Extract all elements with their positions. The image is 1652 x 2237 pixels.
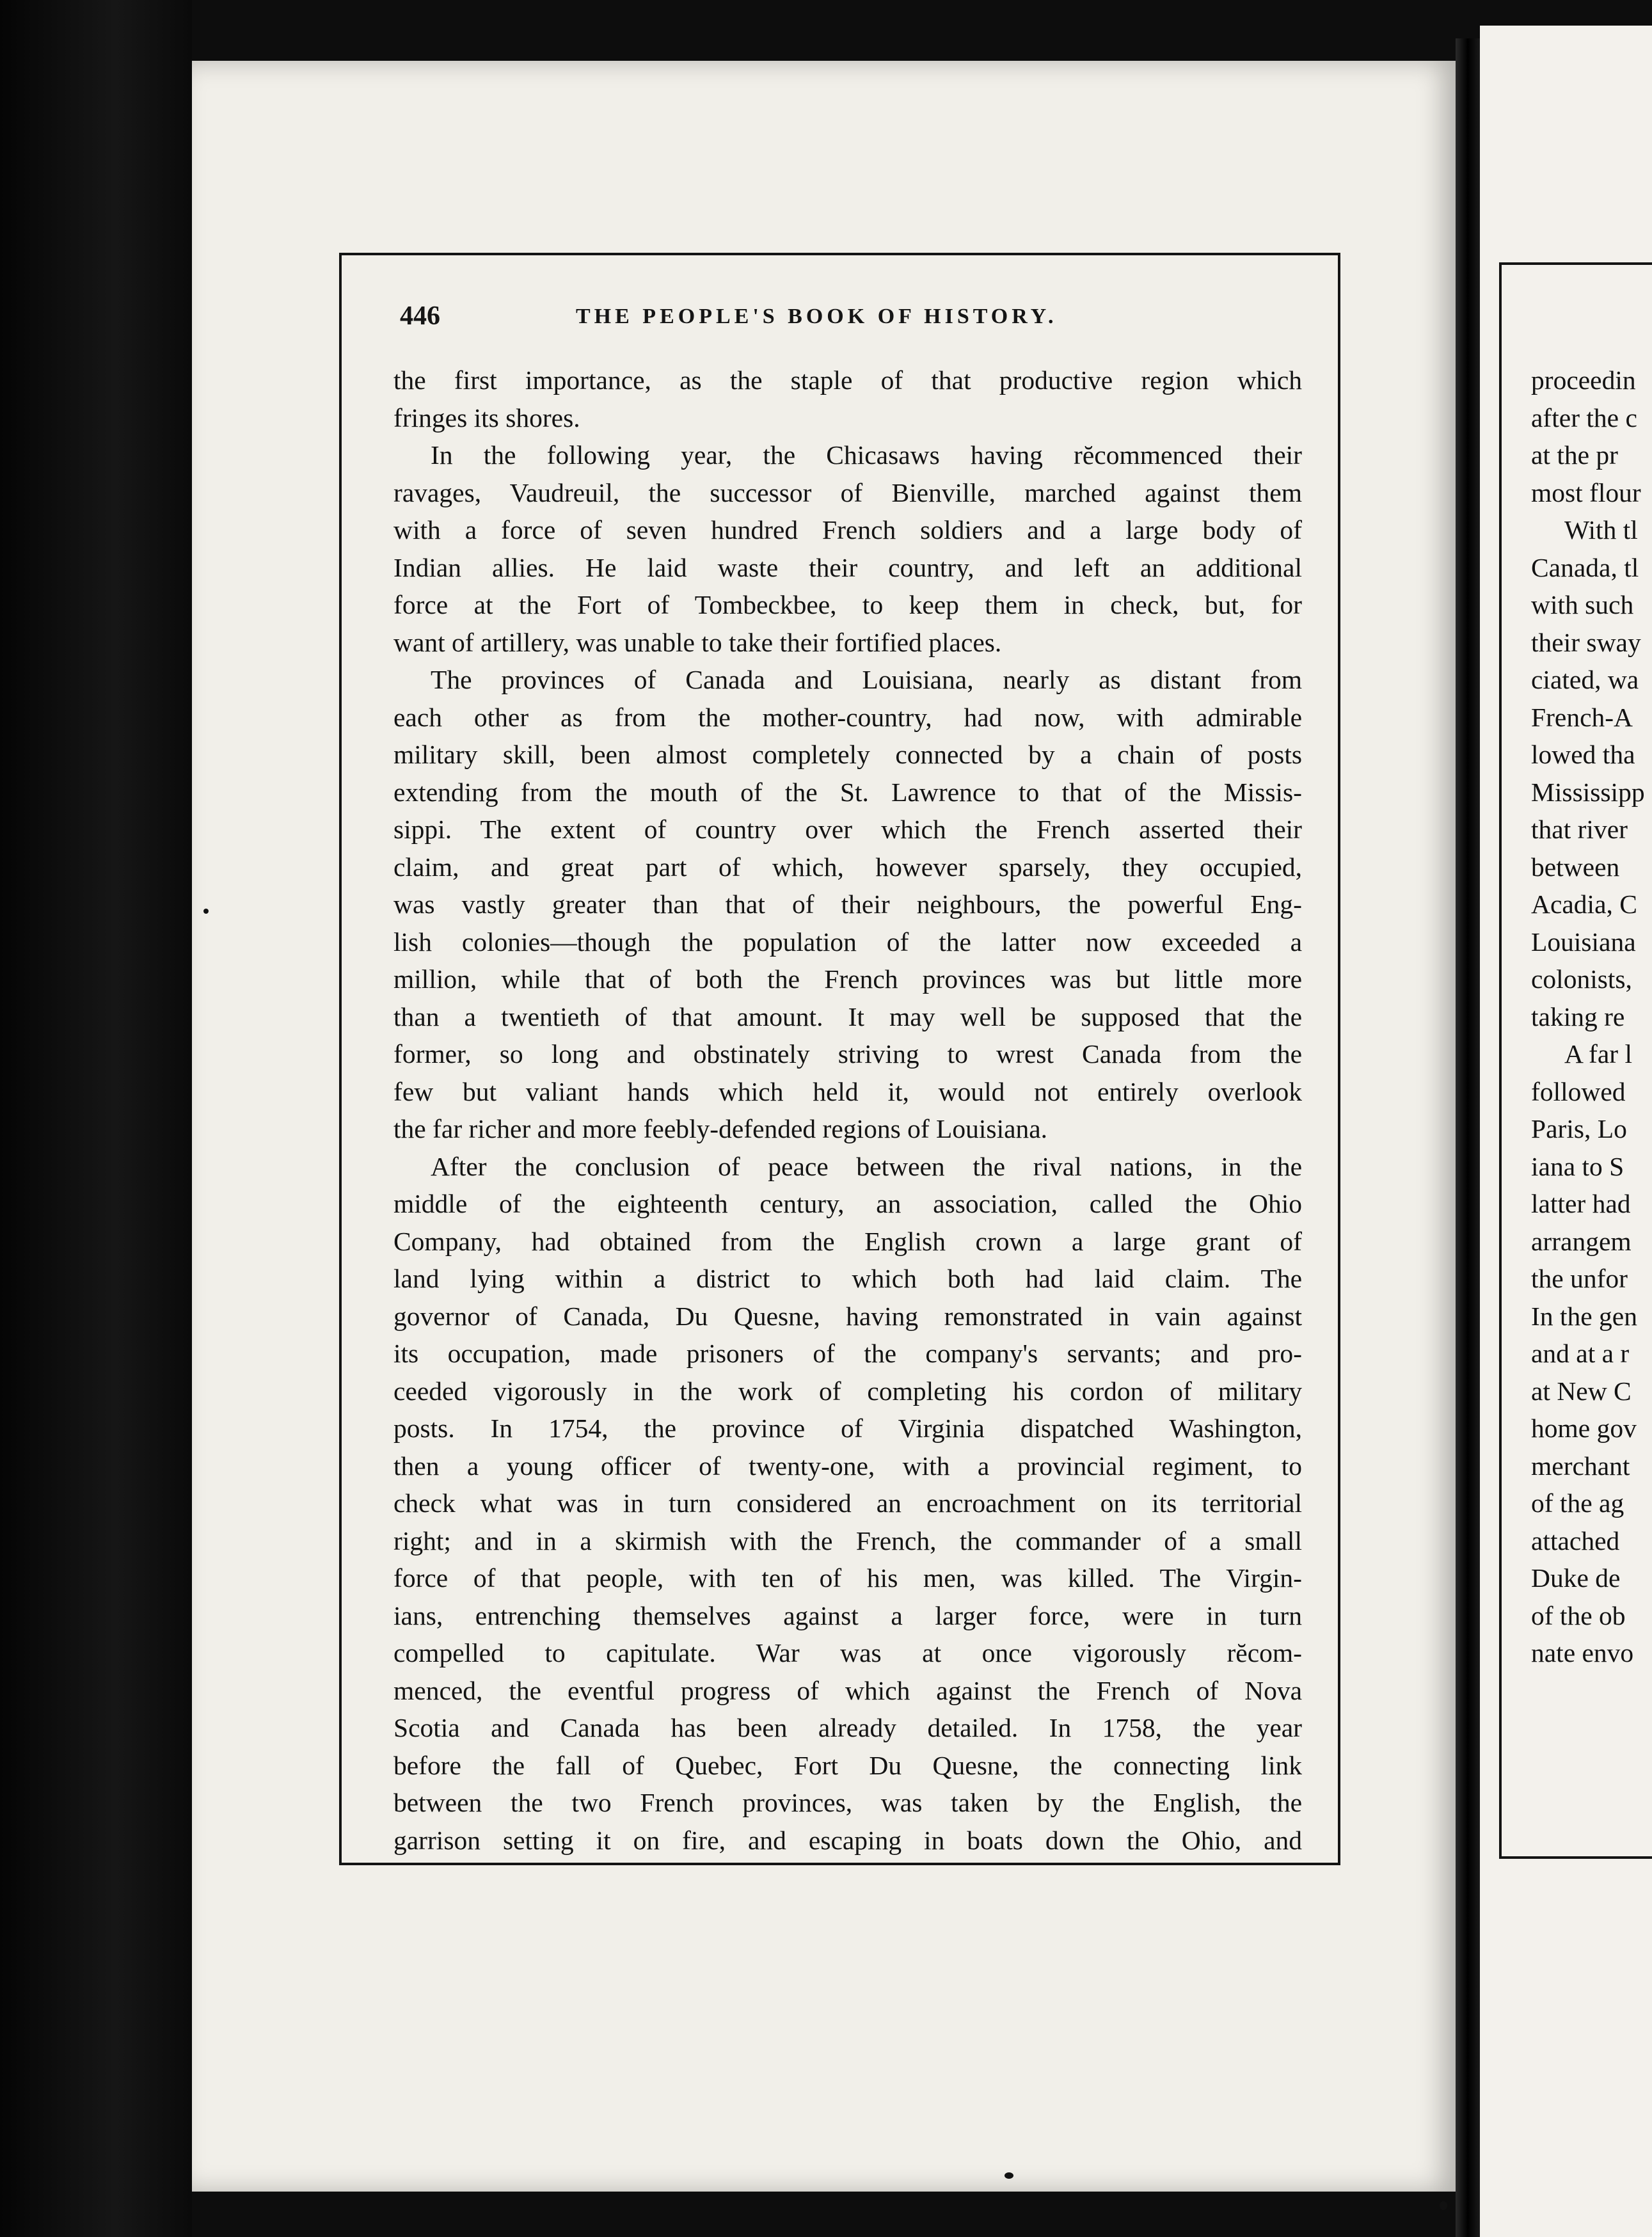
text-line: military skill, been almost completely connected by a chain of posts <box>393 740 1302 769</box>
text-fragment: the unfor <box>1531 1264 1628 1293</box>
text-line: then a young officer of twenty-one, with a provincial regiment, to <box>393 1451 1302 1481</box>
text-fragment: colonists, <box>1531 964 1632 994</box>
right-page-text-fragments <box>1531 362 1652 1672</box>
text-line: compelled to capitulate. War was at once vigorously rĕcom- <box>393 1638 1302 1668</box>
scan-speck <box>1005 2172 1013 2179</box>
text-line: than a twentieth of that amount. It may well be supposed that the <box>393 1001 1302 1031</box>
text-line: the first importance, as the staple of that productive region which <box>393 365 1302 395</box>
text-line: governor of Canada, Du Quesne, having remonstrated in vain against <box>393 1301 1302 1331</box>
text-line: between the two French provinces, was taken by the English, the <box>393 1788 1302 1817</box>
text-line: Indian allies. He laid waste their country, and left an additional <box>393 552 1302 582</box>
text-fragment: iana to S <box>1531 1151 1624 1181</box>
text-line: menced, the eventful progress of which against the French of Nova <box>393 1675 1302 1705</box>
book-title: THE PEOPLE'S BOOK OF HISTORY. <box>576 305 1058 328</box>
text-fragment: most flour <box>1531 477 1641 507</box>
text-line: Scotia and Canada has been already detailed. In 1758, the year <box>393 1713 1302 1742</box>
text-fragment: lowed tha <box>1531 740 1635 769</box>
text-fragment: arrangem <box>1531 1226 1632 1256</box>
text-line: garrison setting it on fire, and escaping in boats down the Ohio, and <box>393 1825 1302 1855</box>
text-fragment: of the ob <box>1531 1600 1626 1630</box>
text-fragment: that river <box>1531 815 1628 844</box>
text-line: force at the Fort of Tombeckbee, to keep them in check, but, for <box>393 590 1302 619</box>
text-fragment: after the c <box>1531 402 1637 433</box>
text-fragment: With tl <box>1564 515 1638 545</box>
text-fragment: with such <box>1531 590 1634 619</box>
text-line: million, while that of both the French provinces was but little more <box>393 964 1302 994</box>
text-line: The provinces of Canada and Louisiana, nearly as distant from <box>431 665 1302 694</box>
text-line: After the conclusion of peace between the rival nations, in the <box>431 1151 1302 1181</box>
text-fragment: Mississipp <box>1531 777 1645 807</box>
text-fragment: French-A <box>1531 702 1633 732</box>
text-fragment: attached <box>1531 1525 1620 1556</box>
text-fragment: proceedin <box>1531 365 1636 395</box>
text-line: fringes its shores. <box>393 402 580 433</box>
text-line: the far richer and more feebly-defended regions of Louisiana. <box>393 1114 1048 1143</box>
text-line: each other as from the mother-country, had now, with admirable <box>393 702 1302 732</box>
text-fragment: taking re <box>1531 1001 1625 1031</box>
text-line: In the following year, the Chicasaws having rĕcommenced their <box>431 440 1302 470</box>
text-fragment: at New C <box>1531 1376 1632 1406</box>
text-fragment: merchant <box>1531 1451 1630 1481</box>
binding-shadow <box>0 0 192 2237</box>
body-text <box>393 362 1302 1859</box>
text-fragment: Duke de <box>1531 1563 1621 1593</box>
text-line: ceeded vigorously in the work of completing his cordon of military <box>393 1376 1302 1406</box>
scan-speck <box>1440 2201 1447 2210</box>
text-line: former, so long and obstinately striving to wrest Canada from the <box>393 1039 1302 1069</box>
scan-speck <box>203 909 209 914</box>
text-fragment: at the pr <box>1531 440 1618 470</box>
text-fragment: of the ag <box>1531 1488 1624 1518</box>
text-line: ravages, Vaudreuil, the successor of Bienville, marched against them <box>393 477 1302 507</box>
text-fragment: between <box>1531 852 1620 882</box>
text-line: land lying within a district to which both had laid claim. The <box>393 1264 1302 1293</box>
text-line: extending from the mouth of the St. Lawrence to that of the Missis- <box>393 777 1302 807</box>
text-line: was vastly greater than that of their neighbours, the powerful Eng- <box>393 889 1302 919</box>
text-fragment: latter had <box>1531 1189 1631 1218</box>
text-fragment: followed <box>1531 1076 1626 1106</box>
text-fragment: their sway <box>1531 627 1641 657</box>
page-number: 446 <box>400 301 440 331</box>
text-line: its occupation, made prisoners of the company's servants; and pro- <box>393 1339 1302 1368</box>
text-line: posts. In 1754, the province of Virginia dispatched Washington, <box>393 1413 1302 1443</box>
text-fragment: nate envo <box>1531 1638 1634 1668</box>
text-fragment: home gov <box>1531 1413 1637 1443</box>
text-line: lish colonies—though the population of the latter now exceeded a <box>393 927 1302 957</box>
text-fragment: A far l <box>1564 1039 1633 1069</box>
text-line: few but valiant hands which held it, would not entirely overlook <box>393 1076 1302 1106</box>
text-fragment: and at a r <box>1531 1339 1630 1368</box>
text-line: ians, entrenching themselves against a larger force, were in turn <box>393 1600 1302 1630</box>
text-fragment: In the gen <box>1531 1301 1637 1331</box>
text-fragment: Paris, Lo <box>1531 1114 1627 1143</box>
text-line: want of artillery, was unable to take their fortified places. <box>393 627 1002 657</box>
text-line: force of that people, with ten of his men, was killed. The Virgin- <box>393 1563 1302 1593</box>
text-line: check what was in turn considered an encroachment on its territorial <box>393 1488 1302 1518</box>
text-line: with a force of seven hundred French soldiers and a large body of <box>393 515 1302 545</box>
book-spine <box>1456 38 1480 2237</box>
text-line: claim, and great part of which, however sparsely, they occupied, <box>393 852 1302 882</box>
text-line: middle of the eighteenth century, an association, called the Ohio <box>393 1189 1302 1218</box>
text-line: Company, had obtained from the English crown a large grant of <box>393 1226 1302 1256</box>
text-fragment: ciated, wa <box>1531 665 1639 694</box>
text-fragment: Acadia, C <box>1531 889 1637 919</box>
text-line: before the fall of Quebec, Fort Du Quesne, the connecting link <box>393 1750 1302 1780</box>
text-line: right; and in a skirmish with the French, the commander of a small <box>393 1525 1302 1556</box>
running-head <box>400 301 1302 339</box>
text-fragment: Canada, tl <box>1531 552 1639 582</box>
text-line: sippi. The extent of country over which the French asserted their <box>393 815 1302 844</box>
text-fragment: Louisiana <box>1531 927 1636 957</box>
